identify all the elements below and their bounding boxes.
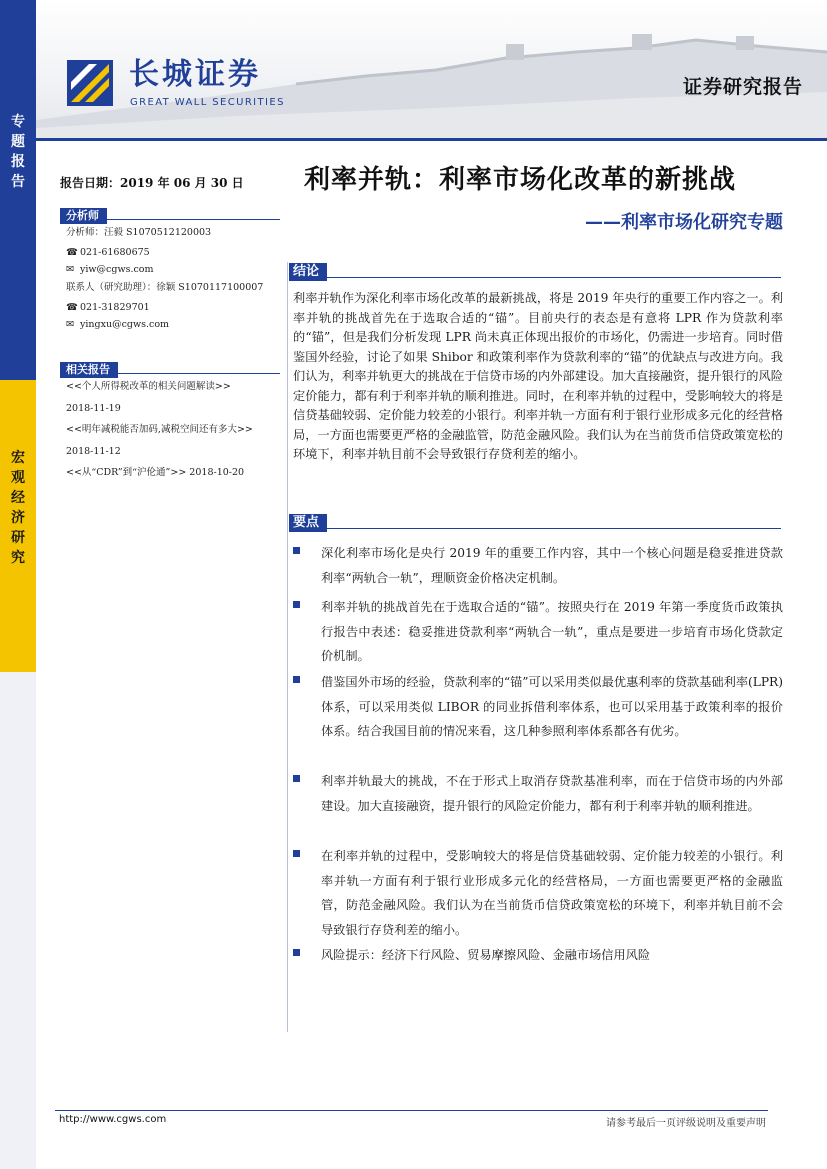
related-report-title[interactable]: <<个人所得税改革的相关问题解读>> (66, 381, 231, 392)
category-char: 告 (11, 174, 25, 190)
related-report-title[interactable]: <<明年减税能否加码,减税空间还有多大>> (66, 424, 253, 435)
related-report-date (66, 445, 121, 459)
conclusion-header-label: 结论 (289, 263, 327, 281)
category-char: 专 (11, 114, 25, 130)
phone-icon: ☎ (66, 247, 78, 258)
key-points-header-label: 要点 (289, 514, 327, 532)
category-char: 报 (11, 154, 25, 170)
analysts-header (60, 204, 280, 220)
related-report-link[interactable] (66, 423, 253, 437)
related-report-link[interactable] (66, 380, 231, 394)
assistant-phone-text: 021-31829701 (80, 302, 150, 313)
bullet-square-icon (293, 547, 300, 554)
field-char: 济 (11, 510, 25, 526)
key-point-item (293, 595, 783, 669)
key-point-text: 在利率并轨的过程中，受影响较大的将是信贷基础较弱、定价能力较差的小银行。利率并轨一方面有利于银行业形成多元化的经营格局，一方面也需要更严格的金融监管，防范金融风险。我们认为在当前货币信贷政策宽松的环境下，利率并轨目前不会导致银行存贷利差的缩小。 (321, 849, 783, 937)
assistant-phone (66, 301, 150, 315)
key-point-item (293, 670, 783, 744)
key-point-text: 利率并轨最大的挑战，不在于形式上取消存贷款基准利率，而在于信贷市场的内外部建设。加大直接融资，提升银行的风险定价能力，都有利于利率并轨的顺利推进。 (321, 774, 783, 813)
related-reports-header (60, 358, 280, 374)
bullet-square-icon (293, 850, 300, 857)
analyst-phone-text: 021-61680675 (80, 247, 150, 258)
key-point-text: 深化利率市场化是央行 2019 年的重要工作内容，其中一个核心问题是稳妥推进贷款利率“两轨合一轨”，理顺资金价格决定机制。 (321, 546, 783, 585)
field-char: 观 (11, 470, 25, 486)
mail-icon: ✉ (66, 319, 74, 330)
report-date: 报告日期：2019 年 06 月 30 日 (60, 176, 244, 190)
related-report-date-text: 2018-11-19 (66, 403, 121, 414)
logo-icon (67, 60, 113, 106)
related-report-link[interactable] (66, 466, 244, 480)
phone-icon: ☎ (66, 302, 78, 313)
bullet-square-icon (293, 949, 300, 956)
key-point-item (293, 541, 783, 590)
page-title: 利率并轨：利率市场化改革的新挑战 (304, 165, 737, 195)
field-char: 研 (11, 530, 25, 546)
field-char: 宏 (11, 450, 25, 466)
analysts-header-label: 分析师 (60, 208, 107, 224)
assistant-line (66, 281, 263, 295)
key-point-item (293, 943, 783, 968)
analyst-email[interactable] (66, 263, 154, 277)
analyst-line (66, 226, 211, 240)
related-reports-header-label: 相关报告 (60, 362, 118, 378)
conclusion-text: 利率并轨作为深化利率市场化改革的最新挑战，将是 2019 年央行的重要工作内容之一。利率并轨的挑战首先在于选取合适的“锚”。目前央行的表态是有意将 LPR 作为贷款利率的“锚”，但是我们分析发现 LPR 尚未真正体现出报价的市场化，仍需进一步培育。同时借鉴国外经验，讨论了如果 Shibor 和政策利率作为贷款利率的“锚”的优缺点与改进方向。我们认为，利率并轨更大的挑战在于信贷市场的内外部建设。加大直接融资，提升银行的风险定价能力，都有利于利率并轨的顺利推进。同时，在利率并轨的过程中，受影响较大的将是信贷基础较弱、定价能力较差的小银行。利率并轨一方面有利于银行业形成多元化的经营格局，一方面也需要更严格的金融监管，防范金融风险。我们认为在当前货币信贷政策宽松的环境下，利率并轨目前不会导致银行存贷利差的缩小。 (293, 291, 783, 461)
category-char: 题 (11, 134, 25, 150)
assistant-text: 联系人（研究助理）：徐颖 S1070117100007 (66, 282, 264, 293)
bullet-square-icon (293, 775, 300, 782)
field-char: 究 (11, 550, 25, 566)
report-category-label (0, 112, 36, 192)
footer-url-link[interactable]: http://www.cgws.com (59, 1114, 167, 1125)
key-point-item (293, 769, 783, 818)
mail-icon: ✉ (66, 264, 74, 275)
report-type-label: 证券研究报告 (682, 76, 803, 98)
analyst-text: 分析师：汪毅 S1070512120003 (66, 227, 212, 238)
brand-name-en: GREAT WALL SECURITIES (130, 97, 285, 108)
column-divider (287, 262, 288, 1032)
page-subtitle: ——利率市场化研究专题 (585, 212, 783, 233)
key-point-item (293, 844, 783, 942)
header-divider (36, 138, 827, 141)
bullet-square-icon (293, 676, 300, 683)
analyst-phone (66, 246, 150, 260)
bullet-square-icon (293, 601, 300, 608)
assistant-email[interactable] (66, 318, 169, 332)
footer-disclaimer-note: 请参考最后一页评级说明及重要声明 (606, 1118, 766, 1129)
related-report-date (66, 402, 121, 416)
key-point-text: 风险提示：经济下行风险、贸易摩擦风险、金融市场信用风险 (321, 948, 651, 962)
research-field-label (0, 448, 36, 568)
related-report-date-text: 2018-11-12 (66, 446, 121, 457)
field-char: 经 (11, 490, 25, 506)
conclusion-header (289, 260, 781, 278)
key-point-text: 利率并轨的挑战首先在于选取合适的“锚”。按照央行在 2019 年第一季度货币政策执行报告中表述：稳妥推进贷款利率“两轨合一轨”，重点是要进一步培育市场化贷款定价机制。 (321, 600, 783, 663)
assistant-email-link[interactable]: yingxu@cgws.com (80, 319, 170, 330)
related-report-title[interactable]: <<从“CDR”到“沪伦通”>> 2018-10-20 (66, 467, 245, 478)
left-side-strip (0, 0, 36, 1169)
brand-name-cn: 长城证券 (129, 57, 261, 92)
strip-grey-band (0, 672, 36, 1169)
analyst-email-link[interactable]: yiw@cgws.com (80, 264, 154, 275)
key-points-header (289, 511, 781, 529)
key-point-text: 借鉴国外市场的经验，贷款利率的“锚”可以采用类似最优惠利率的贷款基础利率(LPR)体系，可以采用类似 LIBOR 的同业拆借利率体系，也可以采用基于政策利率的报价体系。结合我国目前的情况来看，这几种参照利率体系都各有优劣。 (321, 675, 783, 738)
footer-divider (55, 1110, 768, 1111)
page-header (36, 0, 827, 140)
